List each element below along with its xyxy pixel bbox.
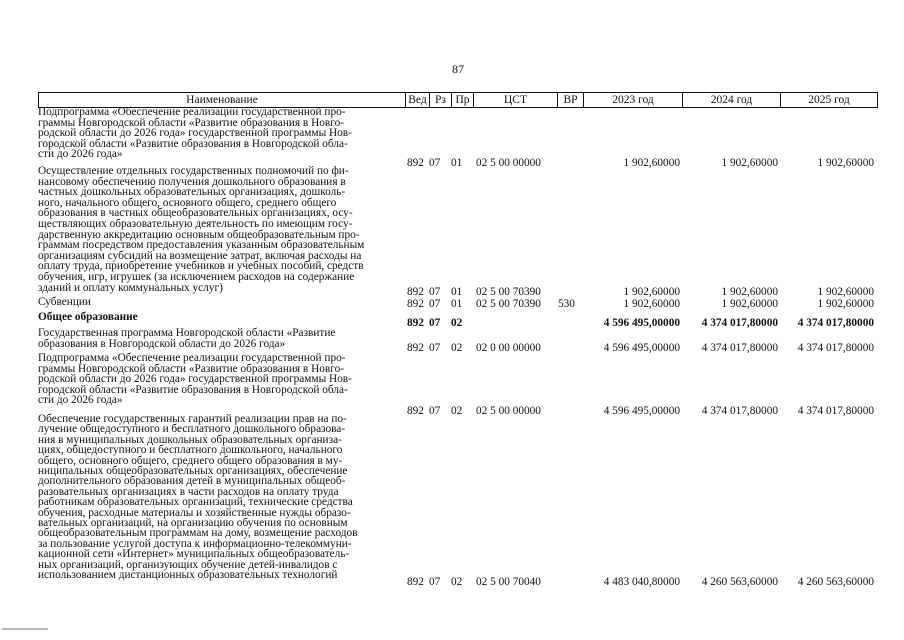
header-cst: ЦСТ [474, 93, 558, 107]
row-ved: 892 [407, 157, 424, 169]
row-pr: 01 [451, 298, 463, 310]
header-name: Наименование [39, 93, 406, 107]
row-2025: 1 902,60000 [817, 286, 874, 298]
row-2025: 1 902,60000 [817, 298, 874, 310]
row-2023: 4 483 040,80000 [603, 576, 680, 588]
row-cst: 02 5 00 70040 [476, 576, 541, 588]
row-2023: 4 596 495,00000 [603, 405, 680, 417]
row-pr: 01 [451, 157, 463, 169]
row-rz: 07 [429, 298, 441, 310]
row-2024: 1 902,60000 [721, 286, 778, 298]
row-rz: 07 [429, 405, 441, 417]
row-pr: 02 [451, 405, 463, 417]
row-2023: 4 596 495,00000 [603, 342, 680, 354]
row-2024: 4 374 017,80000 [701, 342, 778, 354]
header-2025: 2025 год [808, 94, 850, 106]
row-2023: 4 596 495,00000 [603, 317, 680, 329]
row-name: Государственная программа Новгородской области «Развитие образования в Новгородской области до 2026 года» [38, 327, 336, 350]
row-name: Подпрограмма «Обеспечение реализации государственной про- граммы Новгородской области «Развитие образования в Новго- родской области до 2026 года» государственной программы Нов- городской области «Развитие образования в Новгородской обла- сти до 2026 года» [38, 352, 352, 407]
header-2023: 2023 год [584, 93, 683, 107]
row-name: Подпрограмма «Обеспечение реализации государственной про- граммы Новгородской области «Развитие образования в Новго- родской области до 2026 года» государственной программы Нов- городской области «Развитие образования в Новгородской обла- сти до 2026 года» [38, 106, 352, 161]
row-2023: 1 902,60000 [623, 157, 680, 169]
row-2025: 1 902,60000 [817, 157, 874, 169]
page-number: 87 [452, 62, 464, 76]
scan-mark [2, 628, 48, 630]
row-ved: 892 [407, 405, 424, 417]
row-ved: 892 [407, 317, 424, 329]
row-rz: 07 [429, 342, 441, 354]
row-name: Субвенции [38, 296, 91, 308]
row-name: Осуществление отдельных государственных полномочий по фи- нансовому обеспечению получения дошкольного образования в частных дошкольных образовательных организациях, дошколь- ного, начального общего, основного общего, среднего общего образования в частных общеобразовательных организациях, осу- ществляющих образовательную деятельность по имеющим госу- дарственную аккредитацию основным общеобразовательным про- граммам посредством предоставления указанным образовательным организациям субсидий на возмещение затрат, включая расходы на оплату труда, приобретение учебников и учебных пособий, средств обучения, игр, игрушек (за исключением расходов на содержание зданий и оплату коммунальных услуг) [38, 165, 365, 294]
row-pr: 02 [451, 576, 463, 588]
row-ved: 892 [407, 286, 424, 298]
row-2024: 1 902,60000 [721, 157, 778, 169]
row-ved: 892 [407, 298, 424, 310]
row-pr: 02 [451, 317, 463, 329]
header-2024: 2024 год [683, 93, 781, 107]
row-2023: 1 902,60000 [623, 298, 680, 310]
header-ved: Вед [406, 93, 430, 107]
row-cst: 02 5 00 00000 [476, 405, 541, 417]
row-cst: 02 5 00 70390 [476, 286, 541, 298]
header-rz: Рз [430, 93, 452, 107]
row-rz: 07 [429, 576, 441, 588]
row-2025: 4 260 563,60000 [797, 576, 874, 588]
row-2025: 4 374 017,80000 [797, 342, 874, 354]
row-rz: 07 [429, 317, 441, 329]
row-vr: 530 [558, 298, 575, 310]
row-2024: 4 374 017,80000 [701, 317, 778, 329]
row-ved: 892 [407, 342, 424, 354]
row-2024: 1 902,60000 [721, 298, 778, 310]
row-2024: 4 260 563,60000 [701, 576, 778, 588]
row-ved: 892 [407, 576, 424, 588]
row-name: Общее образование [38, 311, 138, 323]
row-rz: 07 [429, 286, 441, 298]
row-2024: 4 374 017,80000 [701, 405, 778, 417]
row-rz: 07 [429, 157, 441, 169]
header-vr: ВР [558, 93, 584, 107]
row-cst: 02 0 00 00000 [476, 342, 541, 354]
row-name: Обеспечение государственных гарантий реализации прав на по- лучение общедоступного и бесплатного дошкольного образова- ния в муниципальных дошкольных образовательных организа- циях, общедоступного и бесплатного дошкольного, начального общего, основного общего, среднего общего образования в му- ниципальных общеобразовательных организациях, обеспечение дополнительного образования детей в муниципальных общеоб- разовательных организациях в части расходов на оплату труда работникам образовательных организаций, технические средства обучения, расходные материалы и хозяйственные нужды образо- вательных организаций, на организацию обучения по основным общеобразовательным программам на дому, возмещение расходов за пользование услугой доступа к информационно-телекоммуни- кационной сети «Интернет» муниципальных общеобразователь- ных организаций, организующих обучение детей-инвалидов с использованием дистанционных образовательных технологий [38, 413, 358, 582]
row-cst: 02 5 00 00000 [476, 157, 541, 169]
row-pr: 02 [451, 342, 463, 354]
row-pr: 01 [451, 286, 463, 298]
header-pr: Пр [452, 93, 474, 107]
row-2023: 1 902,60000 [623, 286, 680, 298]
row-2025: 4 374 017,80000 [797, 405, 874, 417]
row-cst: 02 5 00 70390 [476, 298, 541, 310]
row-2025: 4 374 017,80000 [797, 317, 874, 329]
